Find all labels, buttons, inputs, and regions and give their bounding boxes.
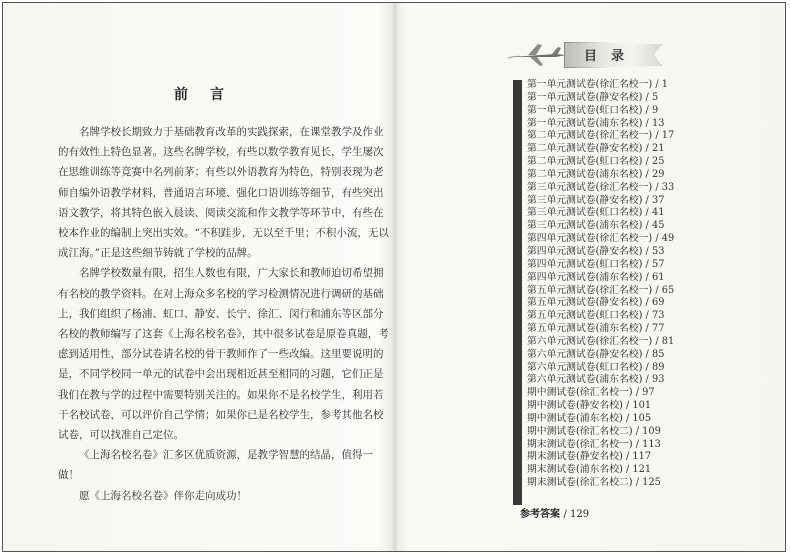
- preface-title: 前言: [174, 87, 246, 103]
- toc-header: [506, 38, 664, 74]
- toc-entry-page: / 61: [645, 271, 665, 283]
- toc-entry[interactable]: [527, 182, 777, 195]
- toc-entry-label: 第三单元测试卷(虹口名校): [527, 207, 643, 219]
- toc-entry[interactable]: [527, 451, 777, 464]
- toc-entry-page: / 125: [635, 477, 661, 489]
- toc-entry-label: 期末测试卷(静安名校): [527, 451, 623, 463]
- toc-entry[interactable]: [527, 233, 777, 246]
- toc-entry-label: 第二单元测试卷(静安名校): [527, 143, 643, 155]
- toc-entry-page: / 105: [625, 412, 652, 424]
- toc-entry-page: / 29: [645, 168, 665, 180]
- toc-entry[interactable]: [527, 118, 777, 131]
- toc-entry-page: / 101: [625, 400, 652, 412]
- preface-paragraph-1: 名牌学校长期致力于基础教育改革的实践探索，在课堂教学及作业的有效性上特色显著。这些名牌学校，有些以数学教育见长，学生屡次在思维训练等竞赛中名列前茅；有些以外语教育为特色，特别表现为老师自编外语教学材料，普通语言环境、强化口语训练等细节，有些突出语文教学，将其特色嵌入晨读、阅读交流和作文教学等环节中，有些在校本作业的编制上突出实效。“不积跬步，无以至千里；不积小流，无以成江海。”正是这些细节铸就了学校的品牌。: [58, 126, 389, 260]
- toc-answers-label: 参考答案: [520, 509, 560, 520]
- toc-entry-page: / 77: [645, 323, 665, 335]
- toc-entry-page: / 93: [645, 374, 665, 386]
- toc-entry-label: 期末测试卷(徐汇名校二): [527, 477, 633, 489]
- toc-entry-label: 第六单元测试卷(徐汇名校一): [527, 335, 653, 347]
- toc-entry[interactable]: [527, 259, 777, 272]
- toc-entry[interactable]: [527, 387, 777, 400]
- toc-entry-label: 第二单元测试卷(徐汇名校一): [527, 130, 653, 142]
- toc-entry-page: / 25: [645, 156, 665, 168]
- toc-entry-page: / 121: [625, 464, 652, 476]
- toc-entry-label: 第一单元测试卷(浦东名校): [527, 117, 643, 129]
- toc-list: [527, 79, 777, 490]
- toc-side-bar: [513, 80, 522, 505]
- toc-entry[interactable]: [527, 220, 777, 233]
- toc-entry-page: / 21: [645, 143, 665, 155]
- toc-entry-page: / 65: [655, 284, 675, 296]
- toc-entry[interactable]: [527, 439, 777, 452]
- toc-entry[interactable]: [527, 272, 777, 285]
- toc-title: 目录: [584, 49, 639, 64]
- toc-entry-label: 期末测试卷(浦东名校): [527, 464, 623, 476]
- toc-entry-label: 第一单元测试卷(静安名校): [527, 91, 643, 103]
- toc-entry-label: 期中测试卷(浦东名校): [527, 412, 623, 424]
- toc-entry-label: 第四单元测试卷(虹口名校): [527, 258, 643, 270]
- toc-entry-label: 第五单元测试卷(静安名校): [527, 297, 643, 309]
- toc-entry-label: 期中测试卷(静安名校): [527, 400, 623, 412]
- toc-entry-page: / 109: [635, 425, 661, 437]
- toc-entry-page: / 73: [645, 310, 665, 322]
- toc-entry-page: / 1: [655, 79, 668, 90]
- preface-paragraph-3: 《上海名校名卷》汇多区优质资源，是教学智慧的结晶，值得一做！: [58, 449, 373, 482]
- toc-entry[interactable]: [527, 323, 777, 336]
- toc-entry-page: / 9: [645, 104, 659, 116]
- toc-entry[interactable]: [527, 246, 777, 259]
- toc-entry-label: 第五单元测试卷(徐汇名校一): [527, 284, 653, 296]
- toc-entry[interactable]: [527, 156, 777, 169]
- toc-entry[interactable]: [527, 92, 777, 105]
- toc-entry-label: 期末测试卷(徐汇名校一): [527, 438, 633, 450]
- toc-entry-page: / 97: [635, 387, 655, 399]
- airplane-icon: [508, 42, 568, 68]
- toc-entry-page: / 85: [645, 348, 665, 360]
- preface-paragraph-2: 名牌学校数量有限，招生人数也有限，广大家长和教师迫切希望拥有名校的教学资料。在对上海众多名校的学习检测情况进行调研的基础上，我们组织了杨浦、虹口、静安、长宁、徐汇、闵行和浦东等区部分名校的教师编写了这套《上海名校名卷》，其中很多试卷是原卷真题，考虑到适用性，部分试卷请名校的骨干教师作了一些改编。这里要说明的是，不同学校同一单元的试卷中会出现相近甚至相同的习题，它们正是我们在教与学的过程中需要特别关注的。如果你不是名校学生，利用若干名校试卷，可以评价自己学情；如果你已是名校学生，参考其他名校试卷，可以找准自己定位。: [58, 267, 389, 442]
- toc-entry-label: 第四单元测试卷(静安名校): [527, 245, 643, 257]
- toc-answers-entry[interactable]: [520, 505, 589, 520]
- toc-entry-label: 第六单元测试卷(虹口名校): [527, 361, 643, 373]
- toc-entry[interactable]: [527, 105, 777, 118]
- toc-entry[interactable]: [527, 336, 777, 349]
- toc-entry-label: 第一单元测试卷(徐汇名校一): [527, 79, 653, 90]
- toc-entry[interactable]: [527, 477, 777, 490]
- toc-entry-page: / 57: [645, 258, 665, 270]
- toc-entry-page: / 37: [645, 194, 665, 206]
- toc-entry-label: 第六单元测试卷(浦东名校): [527, 374, 643, 386]
- toc-entry[interactable]: [527, 464, 777, 477]
- toc-entry-page: / 5: [645, 91, 659, 103]
- toc-entry-page: / 33: [655, 181, 675, 193]
- toc-entry-page: / 45: [645, 220, 665, 232]
- toc-entry[interactable]: [527, 79, 777, 92]
- toc-entry-label: 第六单元测试卷(静安名校): [527, 348, 643, 360]
- toc-entry-label: 第二单元测试卷(浦东名校): [527, 168, 643, 180]
- preface-body: [58, 122, 390, 506]
- toc-entry-label: 第五单元测试卷(虹口名校): [527, 310, 643, 322]
- toc-entry-page: / 89: [645, 361, 665, 373]
- toc-entry-page: / 13: [645, 117, 665, 129]
- toc-entry[interactable]: [527, 285, 777, 298]
- page-fold: [392, 3, 398, 551]
- toc-entry[interactable]: [527, 130, 777, 143]
- toc-entry[interactable]: [527, 310, 777, 323]
- toc-entry-label: 第三单元测试卷(浦东名校): [527, 220, 643, 232]
- toc-entry[interactable]: [527, 195, 777, 208]
- toc-entry-page: / 117: [625, 451, 652, 463]
- toc-entry[interactable]: [527, 362, 777, 375]
- toc-entry-label: 第四单元测试卷(徐汇名校一): [527, 233, 653, 245]
- toc-entry-label: 期中测试卷(徐汇名校一): [527, 387, 633, 399]
- toc-entry-label: 第一单元测试卷(虹口名校): [527, 104, 643, 116]
- toc-entry[interactable]: [527, 374, 777, 387]
- toc-entry[interactable]: [527, 297, 777, 310]
- toc-entry-label: 第五单元测试卷(浦东名校): [527, 323, 643, 335]
- toc-entry-page: / 53: [645, 245, 665, 257]
- toc-entry[interactable]: [527, 169, 777, 182]
- toc-entry[interactable]: [527, 349, 777, 362]
- toc-entry-label: 期中测试卷(徐汇名校二): [527, 425, 633, 437]
- toc-entry-page: / 17: [655, 130, 675, 142]
- toc-entry-page: / 113: [635, 438, 661, 450]
- toc-answers-page: / 129: [563, 509, 590, 520]
- toc-entry-page: / 69: [645, 297, 665, 309]
- toc-entry[interactable]: [527, 143, 777, 156]
- toc-entry[interactable]: [527, 400, 777, 413]
- toc-entry-page: / 49: [655, 233, 675, 245]
- preface-paragraph-4: 愿《上海名校名卷》伴你走向成功！: [79, 489, 247, 502]
- toc-entry-label: 第四单元测试卷(浦东名校): [527, 271, 643, 283]
- toc-entry-page: / 81: [655, 335, 675, 347]
- toc-entry-label: 第三单元测试卷(静安名校): [527, 194, 643, 206]
- toc-entry-page: / 41: [645, 207, 665, 219]
- toc-entry-label: 第二单元测试卷(虹口名校): [527, 156, 643, 168]
- toc-entry[interactable]: [527, 413, 777, 426]
- toc-entry-label: 第三单元测试卷(徐汇名校一): [527, 181, 653, 193]
- toc-entry[interactable]: [527, 426, 777, 439]
- toc-entry[interactable]: [527, 207, 777, 220]
